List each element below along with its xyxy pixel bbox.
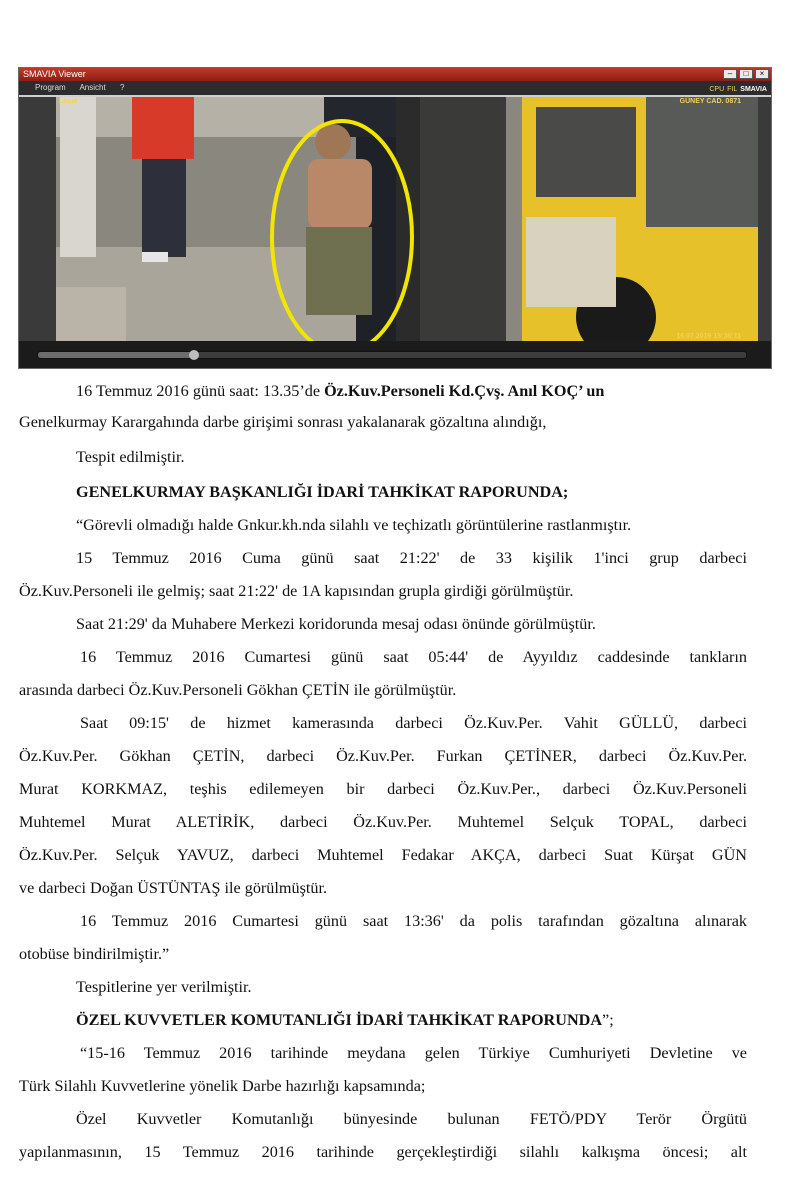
paragraph-1-line-1	[76, 380, 747, 402]
menu-ansicht[interactable]: Ansicht	[79, 83, 106, 92]
close-icon[interactable]: ×	[755, 69, 769, 79]
paragraph-3: Tespitlerine yer verilmiştir.	[76, 978, 252, 996]
viewer-toolbar	[709, 83, 767, 97]
quote-8-line-1: Özel Kuvvetler Komutanlığı bünyesinde bulunan FETÖ/PDY Terör Örgütü	[76, 1110, 747, 1128]
quote-3: Saat 21:29' da Muhabere Merkezi koridorunda mesaj odası önünde görülmüştür.	[76, 615, 596, 633]
camera-name-label: GÜNEY CAD. 0871	[679, 98, 741, 105]
paragraph-2: Tespit edilmiştir.	[76, 448, 185, 466]
quote-5-line-1: Saat 09:15' de hizmet kamerasında darbeci Öz.Kuv.Per. Vahit GÜLLÜ, darbeci	[80, 714, 747, 732]
viewer-right-panel	[757, 97, 771, 343]
quote-5-line-6: ve darbeci Doğan ÜSTÜNTAŞ ile görülmüştür.	[19, 879, 328, 897]
p1-prefix: 16 Temmuz 2016 günü saat: 13.35’de Öz.Kuv.Personeli Kd.Çvş. Anıl KOÇ’ un	[76, 382, 605, 400]
playback-controls	[19, 341, 771, 368]
heading-genelkurmay: GENELKURMAY BAŞKANLIĞI İDARİ TAHKİKAT RAPORUNDA;	[76, 483, 569, 501]
viewer-titlebar	[19, 68, 771, 81]
heading-2-bold: ÖZEL KUVVETLER KOMUTANLIĞI İDARİ TAHKİKAT RAPORUNDA	[76, 1011, 603, 1029]
toolbar-cpu[interactable]: CPU	[709, 86, 725, 93]
quote-1: “Görevli olmadığı halde Gnkur.kh.nda silahlı ve teçhizatlı görüntülerine rastlanmıştır.	[76, 516, 632, 534]
menu-program[interactable]: Program	[35, 83, 66, 92]
minimize-icon[interactable]: –	[723, 69, 737, 79]
quote-2-line-1: 15 Temmuz 2016 Cuma günü saat 21:22' de 33 kişilik 1'inci grup darbeci	[76, 549, 747, 567]
quote-4-line-2: arasında darbeci Öz.Kuv.Personeli Gökhan ÇETİN ile görülmüştür.	[19, 681, 457, 699]
cctv-viewer-window	[18, 67, 772, 369]
menu-help[interactable]: ?	[119, 83, 125, 92]
seek-handle[interactable]	[189, 350, 199, 360]
quote-5-line-4: Muhtemel Murat ALETİRİK, darbeci Öz.Kuv.Per. Muhtemel Selçuk TOPAL, darbeci	[19, 813, 747, 831]
heading-2-tail: ”;	[602, 1011, 614, 1029]
seek-progress	[38, 352, 194, 358]
viewer-title: SMAVIA Viewer	[23, 69, 86, 79]
quote-4-line-1: 16 Temmuz 2016 Cumartesi günü saat 05:44' de Ayyıldız caddesinde tankların	[80, 648, 747, 666]
quote-5-line-5: Öz.Kuv.Per. Selçuk YAVUZ, darbeci Muhtemel Fedakar AKÇA, darbeci Suat Kürşat GÜN	[19, 846, 747, 864]
toolbar-fil[interactable]: FIL	[727, 86, 738, 93]
viewer-menubar	[19, 81, 771, 95]
paragraph-1-line-2: Genelkurmay Karargahında darbe girişimi sonrası yakalanarak gözaltına alındığı,	[19, 413, 547, 431]
quote-7-line-1: “15-16 Temmuz 2016 tarihinde meydana gelen Türkiye Cumhuriyeti Devletine ve	[80, 1044, 747, 1062]
p1-bold-name: Öz.Kuv.Personeli Kd.Çvş. Anıl KOÇ’ un	[324, 382, 605, 400]
quote-7-line-2: Türk Silahlı Kuvvetlerine yönelik Darbe hazırlığı kapsamında;	[19, 1077, 426, 1095]
viewer-left-panel	[19, 97, 56, 343]
quote-8-line-2: yapılanmasının, 15 Temmuz 2016 tarihinde gerçekleştirdiği silahlı kalkışma öncesi; alt	[19, 1143, 747, 1161]
quote-2-line-2: Öz.Kuv.Personeli ile gelmiş; saat 21:22' de 1A kapısından grupla girdiği görülmüştür.	[19, 582, 574, 600]
quote-5-line-2: Öz.Kuv.Per. Gökhan ÇETİN, darbeci Öz.Kuv.Per. Furkan ÇETİNER, darbeci Öz.Kuv.Per.	[19, 747, 747, 765]
seek-bar[interactable]	[37, 351, 747, 359]
camera-local-label: Local	[59, 98, 78, 105]
quote-5-line-3: Murat KORKMAZ, teşhis edilemeyen bir darbeci Öz.Kuv.Per., darbeci Öz.Kuv.Personeli	[19, 780, 747, 798]
brand-logo: SMAVIA	[740, 86, 767, 93]
quote-6-line-1: 16 Temmuz 2016 Cumartesi günü saat 13:36' da polis tarafından gözaltına alınarak	[80, 912, 747, 930]
camera-scene	[56, 97, 758, 343]
heading-ozel-kuvvetler	[76, 1009, 747, 1031]
window-buttons	[723, 69, 769, 79]
maximize-icon[interactable]: □	[739, 69, 753, 79]
camera-frame	[56, 97, 758, 343]
quote-6-line-2: otobüse bindirilmiştir.”	[19, 945, 170, 963]
camera-timestamp: 16.07.2016 13:36:11	[676, 333, 741, 340]
